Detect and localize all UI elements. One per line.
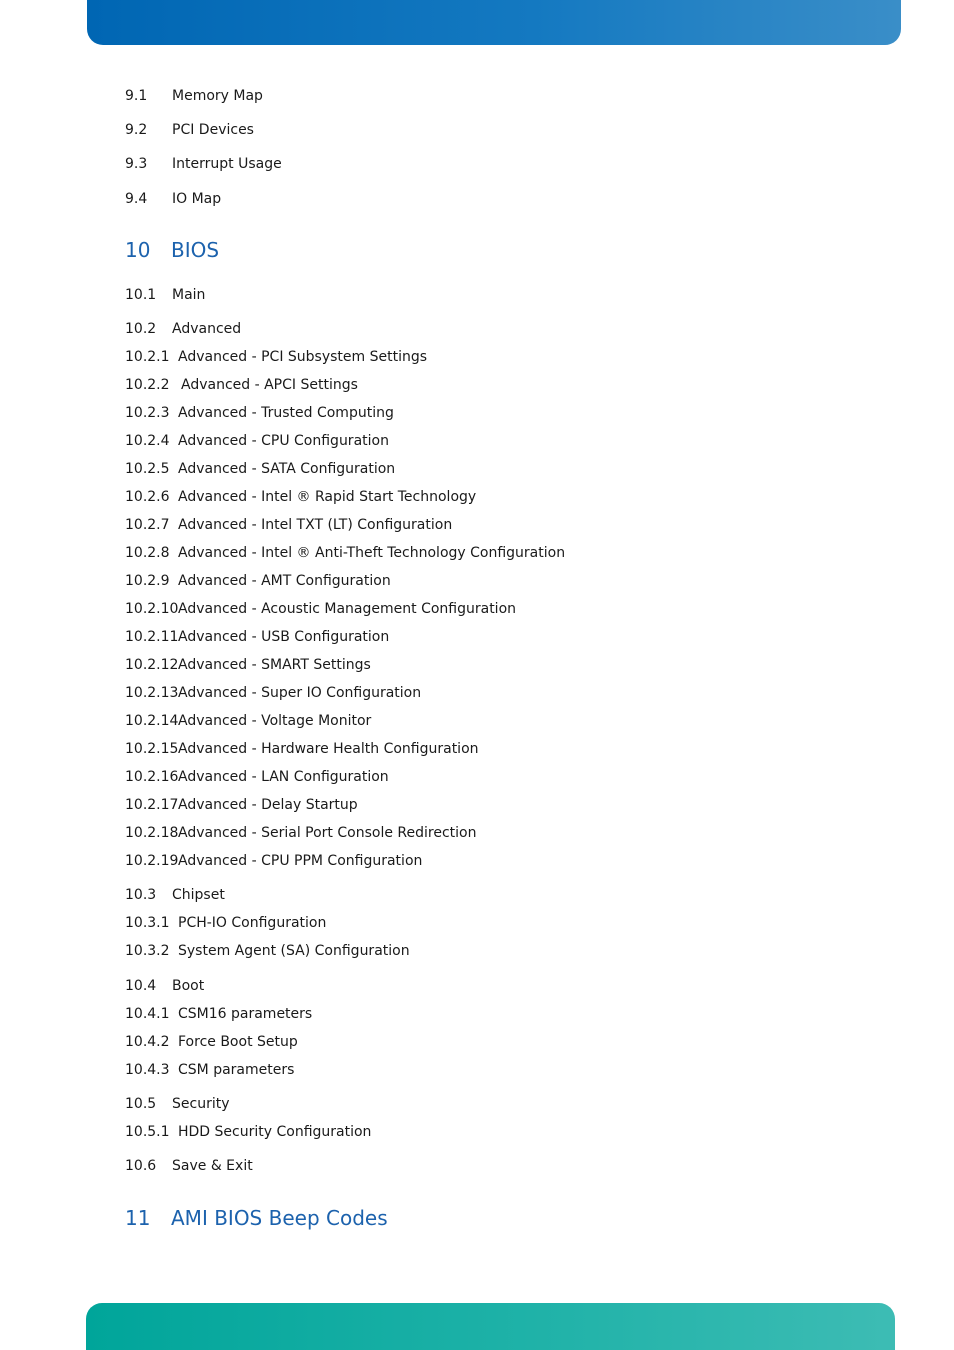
toc-entry-10-2-8[interactable] [125,544,566,562]
toc-entry-title: Advanced - AMT Configuration [178,573,391,589]
chapter-title: AMI BIOS Beep Codes [171,1206,388,1230]
toc-entry-10-5-1[interactable] [125,1123,372,1141]
header-banner [87,0,901,45]
toc-entry-title: IO Map [172,191,222,207]
toc-entry-10-2-12[interactable] [125,656,371,674]
toc-entry-title: Advanced - Delay Startup [178,797,358,813]
toc-entry-title: Advanced - Serial Port Console Redirection [178,825,477,841]
toc-entry-number: 9.4 [125,191,148,207]
toc-entry-title: Advanced - LAN Configuration [178,769,389,785]
toc-entry-10-3-2[interactable] [125,942,410,960]
toc-entry-10-2-4[interactable] [125,432,389,450]
toc-entry-title: CSM parameters [178,1062,295,1078]
toc-entry-10-5[interactable] [125,1095,230,1113]
toc-entry-10-2-19[interactable] [125,852,423,870]
toc-entry-10-4-3[interactable] [125,1061,295,1079]
toc-entry-number: 10.2 [125,321,157,337]
toc-entry-title: Advanced - USB Configuration [178,629,390,645]
toc-entry-number: 9.2 [125,122,148,138]
toc-entry-number: 10.6 [125,1158,157,1174]
toc-entry-title: Save & Exit [172,1158,253,1174]
toc-entry-number: 10.3.1 [125,915,170,931]
toc-entry-10-2-14[interactable] [125,712,372,730]
toc-entry-number: 10.2.14 [125,713,179,729]
toc-entry-number: 10.2.11 [125,629,179,645]
toc-entry-title: Main [172,287,206,303]
toc-entry-number: 10.2.10 [125,601,179,617]
chapter-number: 10 [125,238,151,262]
toc-entry-10-2-17[interactable] [125,796,358,814]
toc-entry-title: Advanced - APCI Settings [181,377,358,393]
toc-entry-10-4-2[interactable] [125,1033,298,1051]
toc-entry-10-3-1[interactable] [125,914,327,932]
toc-entry-number: 10.2.9 [125,573,170,589]
toc-entry-number: 10.2.2 [125,377,170,393]
toc-entry-title: Advanced - SATA Configuration [178,461,396,477]
chapter-heading-11[interactable] [125,1206,388,1230]
toc-entry-title: Chipset [172,887,225,903]
toc-entry-number: 10.2.13 [125,685,179,701]
toc-entry-10-2-16[interactable] [125,768,389,786]
toc-entry-10-2-11[interactable] [125,628,390,646]
toc-entry-title: Advanced - Intel TXT (LT) Configuration [178,517,453,533]
toc-entry-title: Boot [172,978,205,994]
toc-entry-number: 10.2.4 [125,433,170,449]
toc-entry-10-2-6[interactable] [125,488,477,506]
toc-entry-number: 10.2.7 [125,517,170,533]
toc-entry-10-4-1[interactable] [125,1005,313,1023]
toc-entry-10-4[interactable] [125,977,205,995]
toc-entry-number: 10.2.19 [125,853,179,869]
toc-entry-9-4[interactable] [125,190,222,208]
toc-entry-number: 10.4.2 [125,1034,170,1050]
toc-entry-10-2-3[interactable] [125,404,394,422]
toc-entry-number: 10.3.2 [125,943,170,959]
toc-entry-10-6[interactable] [125,1157,253,1175]
toc-entry-title: Advanced - Intel ® Rapid Start Technology [178,489,477,505]
toc-entry-number: 10.2.15 [125,741,179,757]
toc-entry-10-2-10[interactable] [125,600,517,618]
toc-entry-number: 10.2.8 [125,545,170,561]
toc-entry-number: 10.5.1 [125,1124,170,1140]
toc-entry-number: 10.2.16 [125,769,179,785]
chapter-number: 11 [125,1206,151,1230]
toc-entry-title: HDD Security Configuration [178,1124,372,1140]
toc-entry-10-2-13[interactable] [125,684,422,702]
toc-entry-title: Security [172,1096,230,1112]
toc-entry-title: Advanced - PCI Subsystem Settings [178,349,428,365]
toc-entry-number: 10.4.3 [125,1062,170,1078]
toc-entry-title: Advanced - Acoustic Management Configuration [178,601,517,617]
toc-entry-number: 10.4 [125,978,157,994]
chapter-title: BIOS [171,238,220,262]
toc-entry-title: Interrupt Usage [172,156,282,172]
toc-entry-number: 10.3 [125,887,157,903]
toc-entry-number: 10.2.5 [125,461,170,477]
toc-entry-title: Advanced - Hardware Health Configuration [178,741,479,757]
toc-entry-10-3[interactable] [125,886,225,904]
toc-entry-title: Advanced - Voltage Monitor [178,713,372,729]
toc-entry-title: PCH-IO Configuration [178,915,327,931]
toc-entry-number: 9.1 [125,88,148,104]
toc-entry-number: 10.2.6 [125,489,170,505]
toc-entry-10-2-1[interactable] [125,348,428,366]
toc-entry-title: Advanced - Trusted Computing [178,405,394,421]
toc-entry-10-2-15[interactable] [125,740,479,758]
toc-entry-9-1[interactable] [125,87,263,105]
chapter-heading-10[interactable] [125,238,220,262]
toc-entry-10-2[interactable] [125,320,242,338]
toc-entry-title: Advanced - Super IO Configuration [178,685,422,701]
toc-entry-title: Memory Map [172,88,263,104]
toc-entry-number: 10.4.1 [125,1006,170,1022]
toc-entry-number: 10.5 [125,1096,157,1112]
toc-entry-10-2-2[interactable] [125,376,358,394]
toc-entry-10-1[interactable] [125,286,206,304]
toc-entry-title: Advanced - Intel ® Anti-Theft Technology Configuration [178,545,566,561]
toc-entry-title: Advanced - CPU PPM Configuration [178,853,423,869]
toc-entry-9-2[interactable] [125,121,254,139]
toc-entry-10-2-9[interactable] [125,572,391,590]
toc-entry-number: 10.2.3 [125,405,170,421]
toc-entry-10-2-7[interactable] [125,516,453,534]
toc-entry-title: Advanced - SMART Settings [178,657,371,673]
toc-entry-number: 10.1 [125,287,157,303]
toc-entry-title: Advanced [172,321,242,337]
toc-entry-title: Advanced - CPU Configuration [178,433,389,449]
toc-entry-9-3[interactable] [125,155,282,173]
toc-entry-title: CSM16 parameters [178,1006,313,1022]
toc-entry-title: PCI Devices [172,122,254,138]
footer-banner [86,1303,895,1350]
toc-entry-title: System Agent (SA) Configuration [178,943,410,959]
toc-entry-number: 10.2.18 [125,825,179,841]
toc-entry-title: Force Boot Setup [178,1034,298,1050]
toc-entry-number: 10.2.12 [125,657,179,673]
toc-entry-number: 10.2.17 [125,797,179,813]
toc-entry-10-2-18[interactable] [125,824,477,842]
toc-entry-number: 10.2.1 [125,349,170,365]
toc-entry-10-2-5[interactable] [125,460,396,478]
toc-entry-number: 9.3 [125,156,148,172]
